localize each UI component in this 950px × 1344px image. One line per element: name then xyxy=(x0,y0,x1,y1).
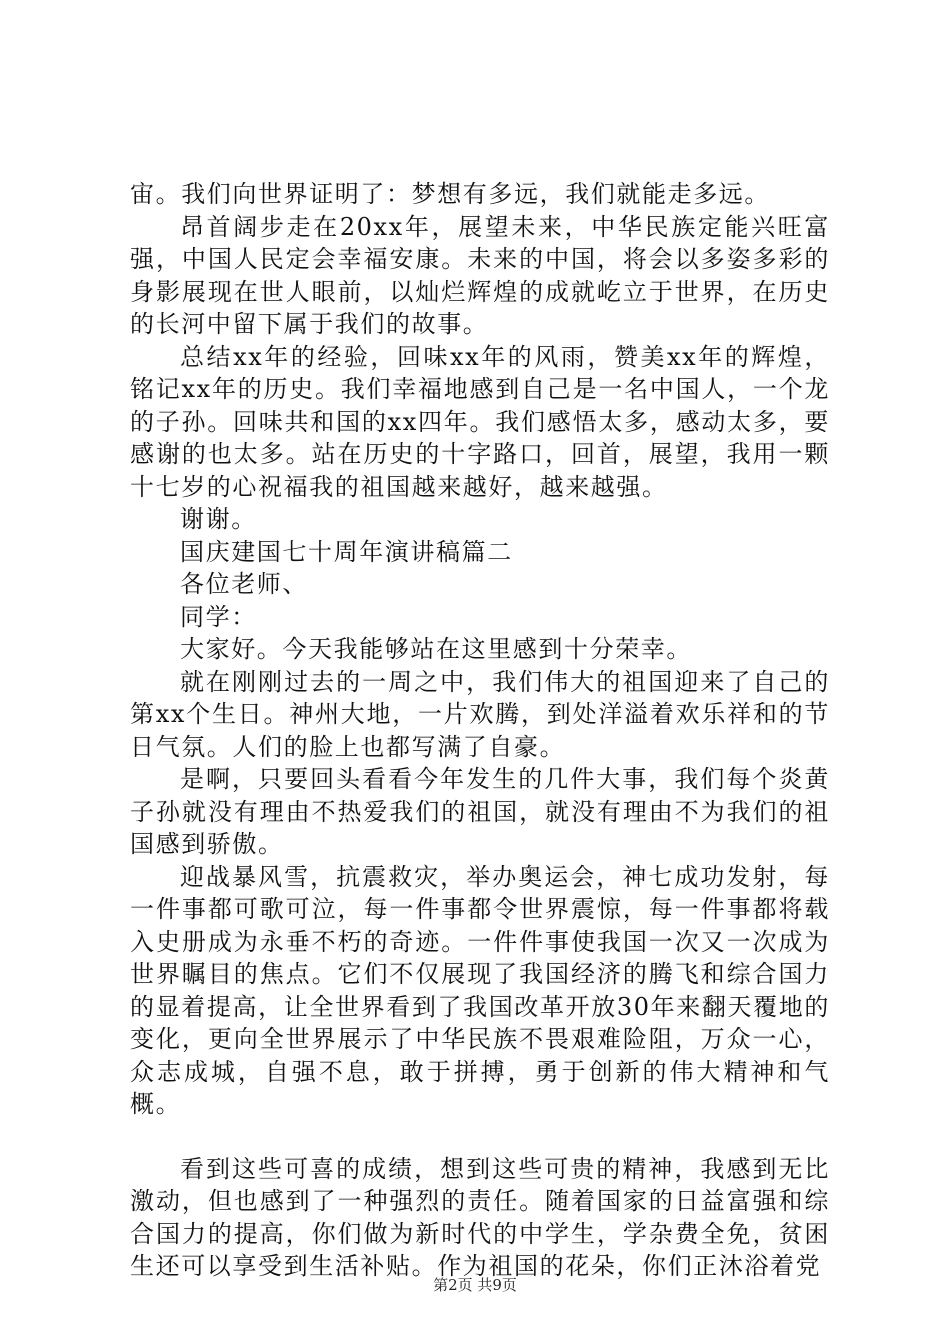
paragraph: 是啊，只要回头看看今年发生的几件大事，我们每个炎黄子孙就没有理由不热爱我们的祖国，就没有理由不为我们的祖国感到骄傲。 xyxy=(130,765,830,858)
paragraph: 迎战暴风雪，抗震救灾，举办奥运会，神七成功发射，每一件事都可歌可泣，每一件事都令世界震惊，每一件事都将载入史册成为永垂不朽的奇迹。一件件事使我国一次又一次成为世界瞩目的焦点。它们不仅展现了我国经济的腾飞和综合国力的显着提高，让全世界看到了我国改革开放30年来翻天覆地的变化，更向全世界展示了中华民族不畏艰难险阻，万众一心，众志成城，自强不息，敢于拼搏，勇于创新的伟大精神和气概。 xyxy=(130,862,830,1118)
salutation: 同学： xyxy=(180,602,257,631)
document-body xyxy=(130,178,830,1283)
page-number-footer: 第2页 共9页 xyxy=(433,1276,517,1294)
section-heading: 国庆建国七十周年演讲稿篇二 xyxy=(180,537,513,566)
paragraph-gap xyxy=(130,1121,830,1153)
salutation: 各位老师、 xyxy=(180,570,308,598)
paragraph: 谢谢。 xyxy=(180,505,257,533)
paragraph: 就在刚刚过去的一周之中，我们伟大的祖国迎来了自己的第xx个生日。神州大地，一片欢腾，到处洋溢着欢乐祥和的节日气氛。人们的脸上也都写满了自豪。 xyxy=(130,667,830,761)
paragraph: 总结xx年的经验，回味xx年的风雨，赞美xx年的辉煌，铭记xx年的历史。我们幸福地感到自己是一名中国人，一个龙的子孙。回味共和国的xx四年。我们感悟太多，感动太多，要感谢的也太多。站在历史的十字路口，回首，展望，我用一颗十七岁的心祝福我的祖国越来越好，越来越强。 xyxy=(130,342,830,501)
paragraph: 昂首阔步走在20xx年，展望未来，中华民族定能兴旺富强，中国人民定会幸福安康。未来的中国，将会以多姿多彩的身影展现在世人眼前，以灿烂辉煌的成就屹立于世界，在历史的长河中留下属于我们的故事。 xyxy=(130,212,830,338)
paragraph: 看到这些可喜的成绩，想到这些可贵的精神，我感到无比激动，但也感到了一种强烈的责任。随着国家的日益富强和综合国力的提高，你们做为新时代的中学生，学杂费全免，贫困生还可以享受到生活补贴。作为祖国的花朵，你们正沐浴着党 xyxy=(130,1154,830,1280)
paragraph: 大家好。今天我能够站在这里感到十分荣幸。 xyxy=(180,635,692,663)
paragraph: 宙。我们向世界证明了：梦想有多远，我们就能走多远。 xyxy=(130,180,770,208)
